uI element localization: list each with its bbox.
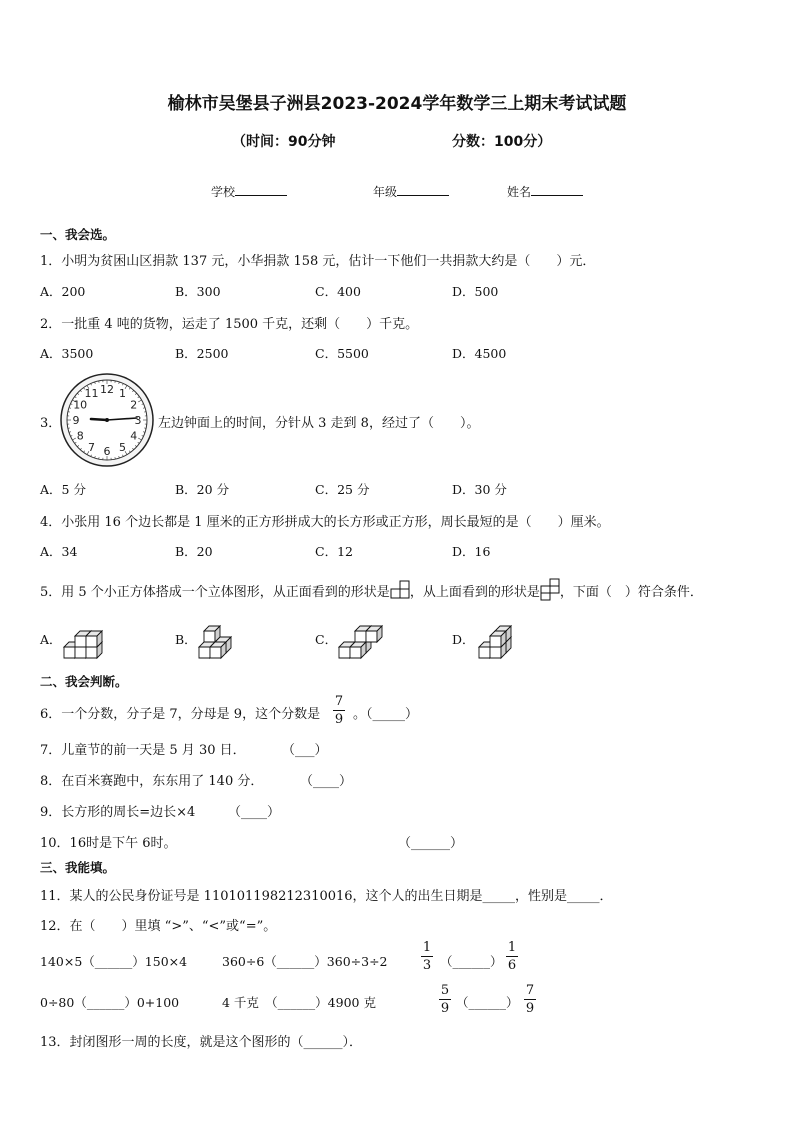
grade-field xyxy=(373,182,449,200)
cube-figure-b[interactable] xyxy=(195,612,250,662)
grade-label: 年级 xyxy=(373,185,398,199)
question-10: 10．16时是下午 6时。 xyxy=(40,836,177,851)
q4-option-d[interactable]: D．16 xyxy=(452,544,491,559)
question-7: 7．儿童节的前一天是 5 月 30 日． xyxy=(40,743,246,758)
school-label: 学校 xyxy=(211,185,236,199)
q1-option-c[interactable]: C．400 xyxy=(315,284,361,299)
clock-number: 3 xyxy=(134,414,142,427)
fraction-numerator: 7 xyxy=(525,983,535,998)
clock-number: 7 xyxy=(88,440,95,454)
question-8: 8．在百米赛跑中，东东用了 140 分． xyxy=(40,774,264,789)
school-blank[interactable] xyxy=(235,182,287,196)
q2-option-a[interactable]: A．3500 xyxy=(40,346,94,361)
grade-blank[interactable] xyxy=(397,182,449,196)
top-view-icon xyxy=(540,578,560,602)
q4-option-c[interactable]: C．12 xyxy=(315,544,353,559)
cube-figure-d[interactable] xyxy=(475,612,525,662)
q12-fraction-4 xyxy=(524,983,536,1016)
name-label: 姓名 xyxy=(507,185,532,199)
clock-number: 8 xyxy=(76,429,84,443)
school-field xyxy=(211,182,287,200)
q5-text-3: ，下面（ ）符合条件． xyxy=(559,585,703,600)
cube xyxy=(86,631,102,647)
page-title: 榆林市吴堡县子洲县2023-2024学年数学三上期末考试试题 xyxy=(167,94,627,114)
q2-option-d[interactable]: D．4500 xyxy=(452,346,507,361)
clock-number: 4 xyxy=(130,429,138,443)
q5-option-d[interactable]: D． xyxy=(452,632,475,647)
q2-option-c[interactable]: C．5500 xyxy=(315,346,369,361)
q5-text-2: ，从上面看到的形状是 xyxy=(409,585,540,600)
clock-number: 1 xyxy=(119,387,126,401)
question-5 xyxy=(40,578,703,602)
clock-number: 12 xyxy=(100,383,114,396)
clock-number: 10 xyxy=(73,398,88,412)
question-4: 4．小张用 16 个边长都是 1 厘米的正方形拼成大的长方形或正方形，周长最短的是（ ）厘米。 xyxy=(40,515,610,530)
clock-number: 9 xyxy=(72,414,80,427)
question-1: 1．小明为贫困山区捐款 137 元，小华捐款 158 元，估计一下他们一共捐款大约是（ ）元． xyxy=(40,254,596,269)
q3-option-c[interactable]: C．25 分 xyxy=(315,482,370,497)
q5-option-b[interactable]: B． xyxy=(175,632,197,647)
q7-answer-blank[interactable]: （___） xyxy=(282,743,328,758)
cube xyxy=(366,626,382,642)
q12-compare-2[interactable]: 360÷6（______）360÷3÷2 xyxy=(222,954,388,969)
question-13: 13．封闭图形一周的长度，就是这个图形的（______）． xyxy=(40,1035,363,1050)
section-3-heading: 三、我能填。 xyxy=(40,860,116,875)
q6-answer-blank[interactable]: 。（_____） xyxy=(353,707,419,722)
question-2: 2．一批重 4 吨的货物，运走了 1500 千克，还剩（ ）千克。 xyxy=(40,317,419,332)
question-6: 6．一个分数，分子是 7，分母是 9，这个分数是 xyxy=(40,707,321,722)
fraction-denominator: 9 xyxy=(525,1001,535,1016)
q1-option-b[interactable]: B．300 xyxy=(175,284,221,299)
clock-number: 5 xyxy=(119,440,126,454)
q3-option-d[interactable]: D．30 分 xyxy=(452,482,507,497)
fraction-numerator: 7 xyxy=(334,694,344,709)
question-12: 12．在（ ）里填 “>”、“<”或“=”。 xyxy=(40,919,277,934)
q12-compare-4[interactable]: 0÷80（______）0+100 xyxy=(40,995,180,1010)
q12-compare-3[interactable]: （______） xyxy=(440,954,503,969)
q4-option-b[interactable]: B．20 xyxy=(175,544,213,559)
fraction-numerator: 1 xyxy=(422,940,432,955)
name-field xyxy=(507,182,583,200)
exam-time: （时间：90分钟 xyxy=(232,134,336,150)
fraction-denominator: 6 xyxy=(507,958,517,973)
q5-text-1: 5．用 5 个小正方体搭成一个立体图形，从正面看到的形状是 xyxy=(40,585,390,600)
q12-compare-1[interactable]: 140×5（______）150×4 xyxy=(40,954,188,969)
q10-answer-blank[interactable]: （______） xyxy=(398,836,464,851)
q12-compare-5[interactable]: 4 千克 （______）4900 克 xyxy=(222,995,376,1010)
question-9: 9．长方形的周长=边长×4 xyxy=(40,805,196,820)
front-view-icon xyxy=(390,581,410,599)
q12-fraction-2 xyxy=(506,940,518,973)
q4-option-a[interactable]: A．34 xyxy=(40,544,78,559)
q3-option-b[interactable]: B．20 分 xyxy=(175,482,230,497)
q12-fraction-1 xyxy=(421,940,433,973)
q12-fraction-3 xyxy=(439,983,451,1016)
fraction-numerator: 5 xyxy=(440,983,450,998)
cube-figure-a[interactable] xyxy=(60,612,110,662)
q3-number: 3． xyxy=(40,416,62,431)
q3-option-a[interactable]: A．5 分 xyxy=(40,482,86,497)
question-11: 11．某人的公民身份证号是 110101198212310016，这个人的出生日期是_____，性别是_____． xyxy=(40,889,613,904)
section-1-heading: 一、我会选。 xyxy=(40,227,116,242)
fraction-numerator: 1 xyxy=(507,940,517,955)
q2-option-b[interactable]: B．2500 xyxy=(175,346,229,361)
cube xyxy=(204,626,220,642)
q5-option-c[interactable]: C． xyxy=(315,632,338,647)
name-blank[interactable] xyxy=(531,182,583,196)
clock-number: 2 xyxy=(130,398,138,412)
fraction-denominator: 9 xyxy=(334,712,344,727)
q1-option-a[interactable]: A．200 xyxy=(40,284,86,299)
fraction-denominator: 3 xyxy=(422,958,432,973)
question-3: 左边钟面上的时间，分针从 3 走到 8，经过了（ ）。 xyxy=(158,416,480,431)
q9-answer-blank[interactable]: （____） xyxy=(228,805,281,820)
exam-score: 分数：100分） xyxy=(452,134,552,150)
q1-option-d[interactable]: D．500 xyxy=(452,284,499,299)
cube xyxy=(490,631,506,647)
clock-number: 6 xyxy=(103,445,111,458)
q8-answer-blank[interactable]: （____） xyxy=(300,774,353,789)
cube xyxy=(210,642,226,658)
cube-figure-c[interactable] xyxy=(335,612,390,662)
section-2-heading: 二、我会判断。 xyxy=(40,674,128,689)
clock-figure xyxy=(60,373,154,467)
cube xyxy=(350,642,366,658)
q12-compare-6[interactable]: （______） xyxy=(456,995,519,1010)
q5-option-a[interactable]: A． xyxy=(40,632,62,647)
clock-number: 11 xyxy=(84,387,99,401)
q6-fraction xyxy=(333,694,345,727)
fraction-denominator: 9 xyxy=(440,1001,450,1016)
